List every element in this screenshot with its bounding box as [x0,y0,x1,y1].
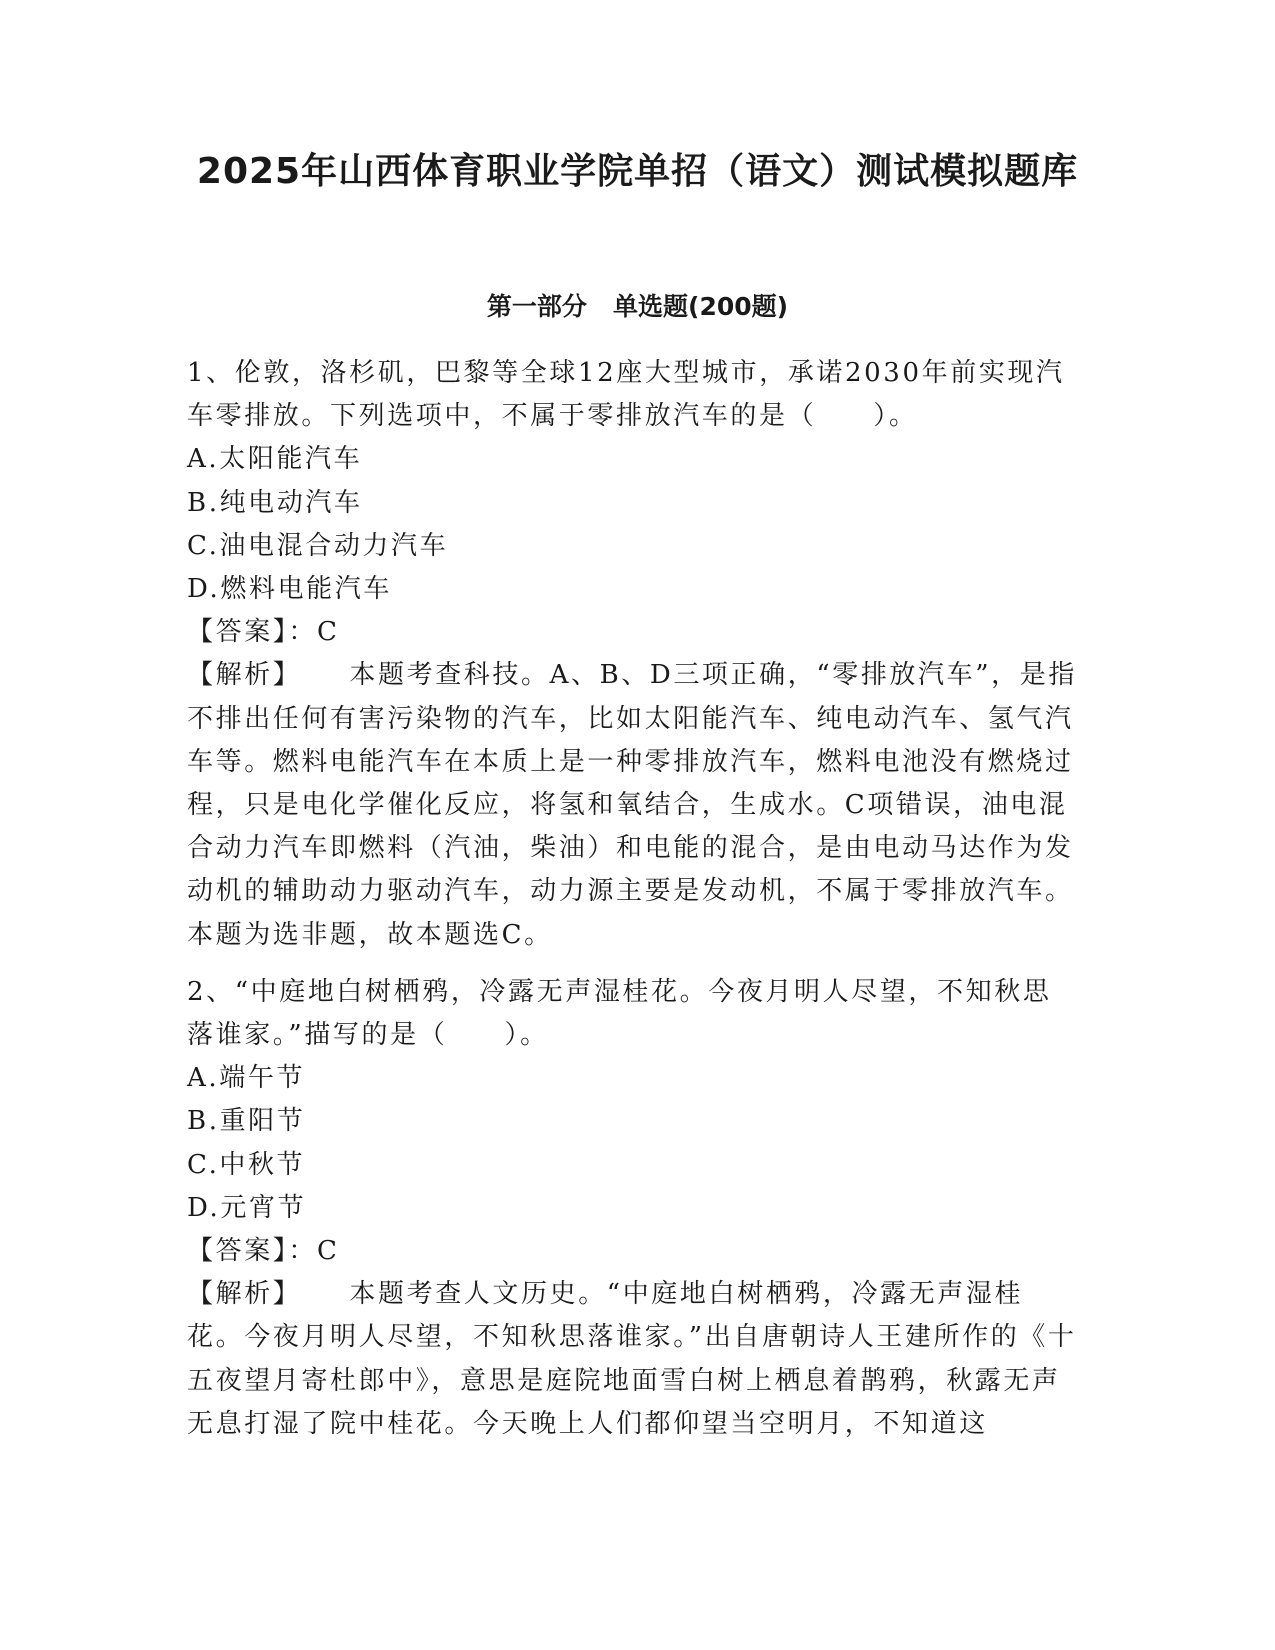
option-list [187,438,1077,611]
option-b: B.纯电动汽车 [187,487,363,518]
answer-label: 【答案】： [187,617,318,648]
option-d: D.元宵节 [187,1192,307,1223]
question-item [187,352,1077,957]
explanation-block [187,654,1077,956]
answer-label: 【答案】： [187,1236,318,1267]
section-label: 第一部分 [486,292,587,321]
document-title: 2025年山西体育职业学院单招（语文）测试模拟题库 [196,151,1079,192]
explanation-block [187,1273,1077,1446]
section-name: 单选题(200题) [613,292,789,321]
question-list [187,352,1077,1460]
option-a: A.太阳能汽车 [187,444,363,475]
option-a: A.端午节 [187,1063,306,1094]
option-b: B.重阳节 [187,1106,306,1137]
explanation-text: 本题考查科技。A、B、D三项正确，“零排放汽车”，是指不排出任何有害污染物的汽车，比如太阳能汽车、纯电动汽车、氢气汽车等。燃料电能汽车在本质上是一种零排放汽车，燃料电池没有燃烧过程，只是电化学催化反应，将氢和氧结合，生成水。C项错误，油电混合动力汽车即燃料（汽油，柴油）和电能的混合，是由电动马达作为发动机的辅助动力驱动汽车，动力源主要是发动机，不属于零排放汽车。本题为选非题，故本题选C。 [187,660,1077,950]
answer-value: C [317,1236,340,1267]
option-d: D.燃料电能汽车 [187,574,392,605]
answer-value: C [317,617,340,648]
section-heading [0,290,1275,324]
explanation-label: 【解析】 [187,660,302,691]
question-stem: 2、“中庭地白树栖鸦，冷露无声湿桂花。今夜月明人尽望，不知秋思落谁家。”描写的是（ ）。 [187,976,1052,1051]
answer-line [187,1230,1077,1273]
explanation-label: 【解析】 [187,1279,302,1310]
option-c: C.中秋节 [187,1149,306,1180]
question-stem: 1、伦敦，洛杉矶，巴黎等全球12座大型城市，承诺2030年前实现汽车零排放。下列选项中，不属于零排放汽车的是（ ）。 [187,358,1065,432]
answer-line [187,611,1077,654]
question-item [187,971,1077,1446]
option-c: C.油电混合动力汽车 [187,530,449,561]
option-list [187,1057,1077,1230]
explanation-text: 本题考查人文历史。“中庭地白树栖鸦，冷露无声湿桂花。今夜月明人尽望，不知秋思落谁家。”出自唐朝诗人王建所作的《十五夜望月寄杜郎中》，意思是庭院地面雪白树上栖息着鹊鸦，秋露无声无息打湿了院中桂花。今天晚上人们都仰望当空明月，不知道这 [187,1279,1077,1439]
